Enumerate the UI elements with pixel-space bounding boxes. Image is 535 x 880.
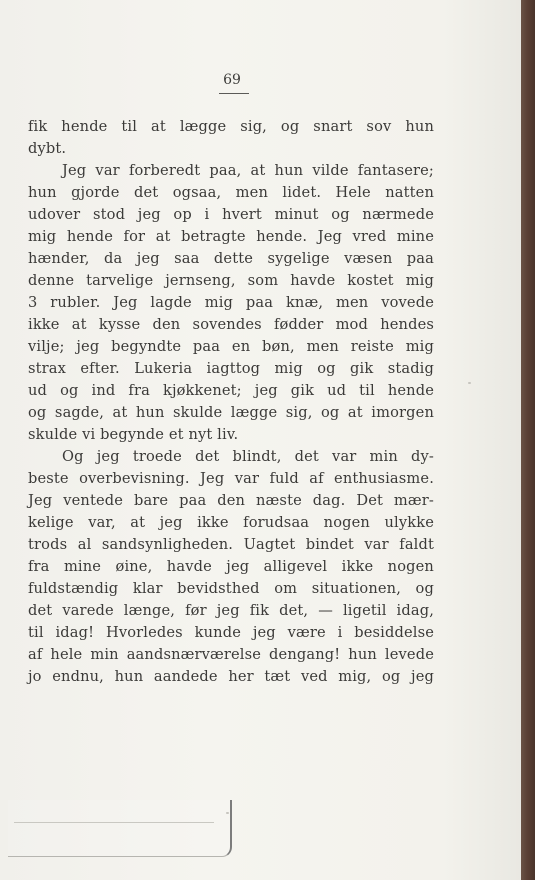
text-line: af hele min aandsnærværelse dengang! hun levede xyxy=(28,646,434,663)
text-line: fuldstændig klar bevidsthed om situationen, og xyxy=(28,580,434,597)
text-line: kelige var, at jeg ikke forudsaa nogen ulykke xyxy=(28,514,434,531)
text-line: hun gjorde det ogsaa, men lidet. Hele natten xyxy=(28,184,434,201)
text-line: fik hende til at lægge sig, og snart sov hun xyxy=(28,118,434,135)
paper-speck xyxy=(468,382,471,384)
text-line: trods al sandsynligheden. Uagtet bindet var faldt xyxy=(28,536,434,553)
text-line: og sagde, at hun skulde lægge sig, og at imorgen xyxy=(28,404,434,421)
text-line: hænder, da jeg saa dette sygelige væsen paa xyxy=(28,250,434,267)
paper-speck xyxy=(226,812,229,814)
text-line: denne tarvelige jernseng, som havde kostet mig xyxy=(28,272,434,289)
text-line: jo endnu, hun aandede her tæt ved mig, og jeg xyxy=(28,668,434,685)
text-line: udover stod jeg op i hvert minut og nærmede xyxy=(28,206,434,223)
text-line: fra mine øine, havde jeg alligevel ikke nogen xyxy=(28,558,434,575)
stamp-rule xyxy=(14,822,214,823)
text-line: Og jeg troede det blindt, det var min dy- xyxy=(62,448,434,465)
book-binding-edge xyxy=(521,0,535,880)
text-line: mig hende for at betragte hende. Jeg vred mine xyxy=(28,228,434,245)
text-line: til idag! Hvorledes kunde jeg være i besiddelse xyxy=(28,624,434,641)
text-line: det varede længe, før jeg fik det, — ligetil idag, xyxy=(28,602,434,619)
text-line: ud og ind fra kjøkkenet; jeg gik ud til hende xyxy=(28,382,434,399)
body-text xyxy=(28,116,434,688)
text-line: Jeg var forberedt paa, at hun vilde fantasere; xyxy=(62,162,434,179)
text-line: skulde vi begynde et nyt liv. xyxy=(28,426,239,443)
text-line: beste overbevisning. Jeg var fuld af enthusiasme. xyxy=(28,470,434,487)
text-line: vilje; jeg begyndte paa en bøn, men reiste mig xyxy=(28,338,434,355)
text-line: ikke at kysse den sovendes fødder mod hendes xyxy=(28,316,434,333)
text-line: strax efter. Lukeria iagttog mig og gik stadig xyxy=(28,360,434,377)
text-line: dybt. xyxy=(28,140,67,157)
text-line: Jeg ventede bare paa den næste dag. Det mær- xyxy=(28,492,434,509)
page-number: 69 xyxy=(223,72,241,88)
text-line: 3 rubler. Jeg lagde mig paa knæ, men vovede xyxy=(28,294,434,311)
library-stamp-outline xyxy=(8,800,232,857)
page-number-rule xyxy=(219,93,249,94)
